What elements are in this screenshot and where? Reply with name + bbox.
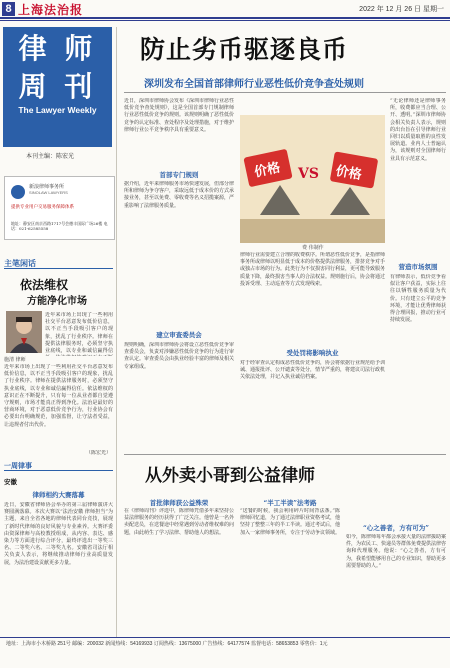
article1-col3-body: “无论律师还是律师事务所，收费都应当合理、公开、透明。”深圳市律师协会相关负责人表示，规则的出台旨在引导律师行业回归以质量取胜的良性发展轨道。业内人士普遍认为，该规则对全国律师行业具有示范意义。 <box>390 98 446 162</box>
article1-subhead-2: 建立审查委员会 <box>156 331 202 339</box>
column-author: 施清 律师 <box>4 357 26 363</box>
issue-date: 2022 年 12 月 26 日 星期一 <box>359 6 444 13</box>
article2-headline: 从外卖小哥到公益律师 <box>145 466 315 486</box>
ad-firm-name: 新浪律师事务所 <box>29 184 65 190</box>
article1-col2-body2: 对于经审查认定构成恶性低价竞争的，协会将依据行业规范给予训诫、通报批评、公开谴责等处分，情节严重的，将建议司法行政机关依法处理，并记入执业诚信档案。 <box>240 360 385 381</box>
chief-editor: 本刊主编：陈宏光 <box>26 153 75 160</box>
section-masthead <box>3 27 112 147</box>
news-region: 安徽 <box>4 478 17 486</box>
article1-col3-body2: 有律师表示，低价竞争看似让客户获益，实际上往往以牺牲服务质量为代价。只有建立公平的竞争环境，才能让优秀律师获得合理回报，推动行业可持续发展。 <box>390 274 446 324</box>
article1-subhead-1: 首部专门规则 <box>159 171 199 179</box>
article1-col2-body: 律师行业需要建立合理的收费秩序。所谓恶性低价竞争，是指律师事务所或律师以明显低于成本的价格提供法律服务，排挤竞争对手或独占市场的行为。此类行为不仅损害同行利益，更可能导致服务质量下降，最终损害当事人的合法权益。规则施行后，协会将通过投诉受理、主动巡查等方式发现线索。 <box>240 252 385 287</box>
newspaper-name: 上海法治报 <box>18 3 84 17</box>
column-body: 近年来市场上出现了一些利用社交平台恶意发布低价信息，以不正当手段吸引客户的现象，扰乱了行业秩序。律师在提供法律服务时，必须坚守执业底线，以专业和诚信赢得信任。依法维权的意识正在不断提升，只有每一位从业者都自觉遵守规则，市场才能真正得到净化。法治是最好的营商环境，对于恶意低价竞争行为，行业协会有必要出台明确规范，加强监督，让守法者受益，让违规者付出代价。 <box>4 364 113 428</box>
article1-col1-body3: 规则明确，深圳市律师协会将设立恶性低价竞争审查委员会，负责对涉嫌恶性低价竞争的行为进行审查认定。审查委员会由执业经验丰富的律师及相关专家组成。 <box>124 342 234 370</box>
article-subheadline: 深圳发布全国首部律师行业恶性低价竞争查处规则 <box>144 79 364 90</box>
headline-rule <box>124 92 446 93</box>
masthead-line2: 周 刊 <box>18 70 97 103</box>
illustration-credit: 费 伟制作 <box>302 245 324 251</box>
column-title: 依法维权 <box>20 278 69 292</box>
page-number: 8 <box>2 2 15 16</box>
footer-info: 地址：上海市小木桥路 251号 邮编：200032 新闻热线：54169933 订阅热线：13675000 广告热线：64177574 监督电话：58653853 零售价：1元 <box>6 641 328 647</box>
ad-slogan: 提供专业用户交易服务保障体系 <box>11 205 74 210</box>
article2-subhead-3: “心之善者，方有可为” <box>363 524 429 532</box>
header-rule-thin <box>0 20 450 21</box>
article1-col1-intro: 近日，深圳市律师协会发布《深圳市律师行业恶性低价竞争查处规则》，这是全国首部专门规制律师行业恶性低价竞争的规则。该规则明确了恶性低价竞争的认定标准、查处程序及处理措施，对于维护律师行业公平竞争秩序具有重要意义。 <box>124 98 234 133</box>
news-heading: 律师相约大赛落幕 <box>32 491 85 499</box>
column-rule <box>4 268 113 269</box>
masthead-line1: 律 师 <box>18 32 97 65</box>
column-separator <box>116 27 117 637</box>
masthead-english: The Lawyer Weekly <box>18 105 97 115</box>
law-firm-ad[interactable] <box>4 176 115 240</box>
weekly-news-rule <box>4 470 113 471</box>
footer-rule <box>0 637 450 638</box>
article1-col1-body: 据介绍，近年来律师服务市场快速发展，但部分律所和律师为争夺客户，采取远低于成本价的方式承接业务，甚至以免费、零收费等名义招揽案源，严重影响了法律服务质量。 <box>124 181 234 209</box>
ad-firm-name-en: SINOLAW LAWYERS <box>29 190 68 195</box>
illus-word-left: 价格 <box>253 160 282 181</box>
header-rule <box>0 17 450 19</box>
column-body-top: 近年来市场上出现了一些利用社交平台恶意发布低价信息，以不正当手段吸引客户的现象，扰乱了行业秩序。律师在提供法律服务时，必须坚守执业底线，以专业和诚信赢得信 <box>45 312 113 355</box>
column-end-signature: （陈宏光） <box>86 450 112 456</box>
article1-subhead-3: 受处罚将影响执业 <box>286 349 339 357</box>
news-body: 近日，安徽省律师协会举办的第三届律师演讲大赛圆满落幕。本次大赛以“法治安徽 律师担当”为主题，来自全省各地的律师代表同台竞技，展现了新时代律师的良好风貌与专业素养。大赛评委由资深律师与高校教授组成，从内容、表达、感染力等方面进行综合评分，最终评选出一等奖三名、二等奖六名、三等奖九名。安徽省司法厅相关负责人表示，将继续推动律师行业高质量发展，为法治建设贡献更多力量。 <box>4 502 113 566</box>
illus-vs: VS <box>298 166 319 182</box>
article1-subhead-4: 营造市场氛围 <box>398 263 438 271</box>
article2-col2-body: “送餐的时候，我会利用碎片时间背法条。”陈律师回忆道，为了通过法律职业资格考试，他坚持了整整三年的半工半读。通过考试后，他加入一家律师事务所，专注于劳动争议领域。 <box>240 508 340 536</box>
article-headline: 防止劣币驱逐良币 <box>140 35 349 64</box>
article-divider <box>124 454 446 455</box>
weekly-news-label: 一周律事 <box>4 461 32 470</box>
author-portrait <box>6 311 42 353</box>
firm-logo-icon <box>11 185 25 199</box>
column-title-line2: 方能净化市场 <box>27 296 87 307</box>
article2-subhead-1: 首批律师获公益殊荣 <box>149 499 209 507</box>
illus-word-right: 价格 <box>334 163 363 184</box>
article2-col1-body: 在《律师周刊》评选中，陈律师凭借多年来坚持公益法律服务的经历获得了广泛关注。他曾是一名外卖配送员，在送餐途中经常遇到劳动者维权难的问题，由此萌生了学习法律、帮助他人的想法。 <box>124 508 234 536</box>
ad-address: 地址：静安区南京西路1717号会德丰国际广场26楼 电话：021-62585558 <box>11 221 108 231</box>
article2-col3-body: 如今，陈律师每年都会承接大量的法律援助案件，为农民工、快递员等群体免费提供法律咨询和代理服务。他说：“心之善者，方有可为，我希望能够用自己的专业知识，帮助更多需要帮助的人。” <box>346 534 446 569</box>
column-label: 主笔闲话 <box>4 258 36 268</box>
article2-subhead-2: “半工半读”法考路 <box>263 499 317 507</box>
